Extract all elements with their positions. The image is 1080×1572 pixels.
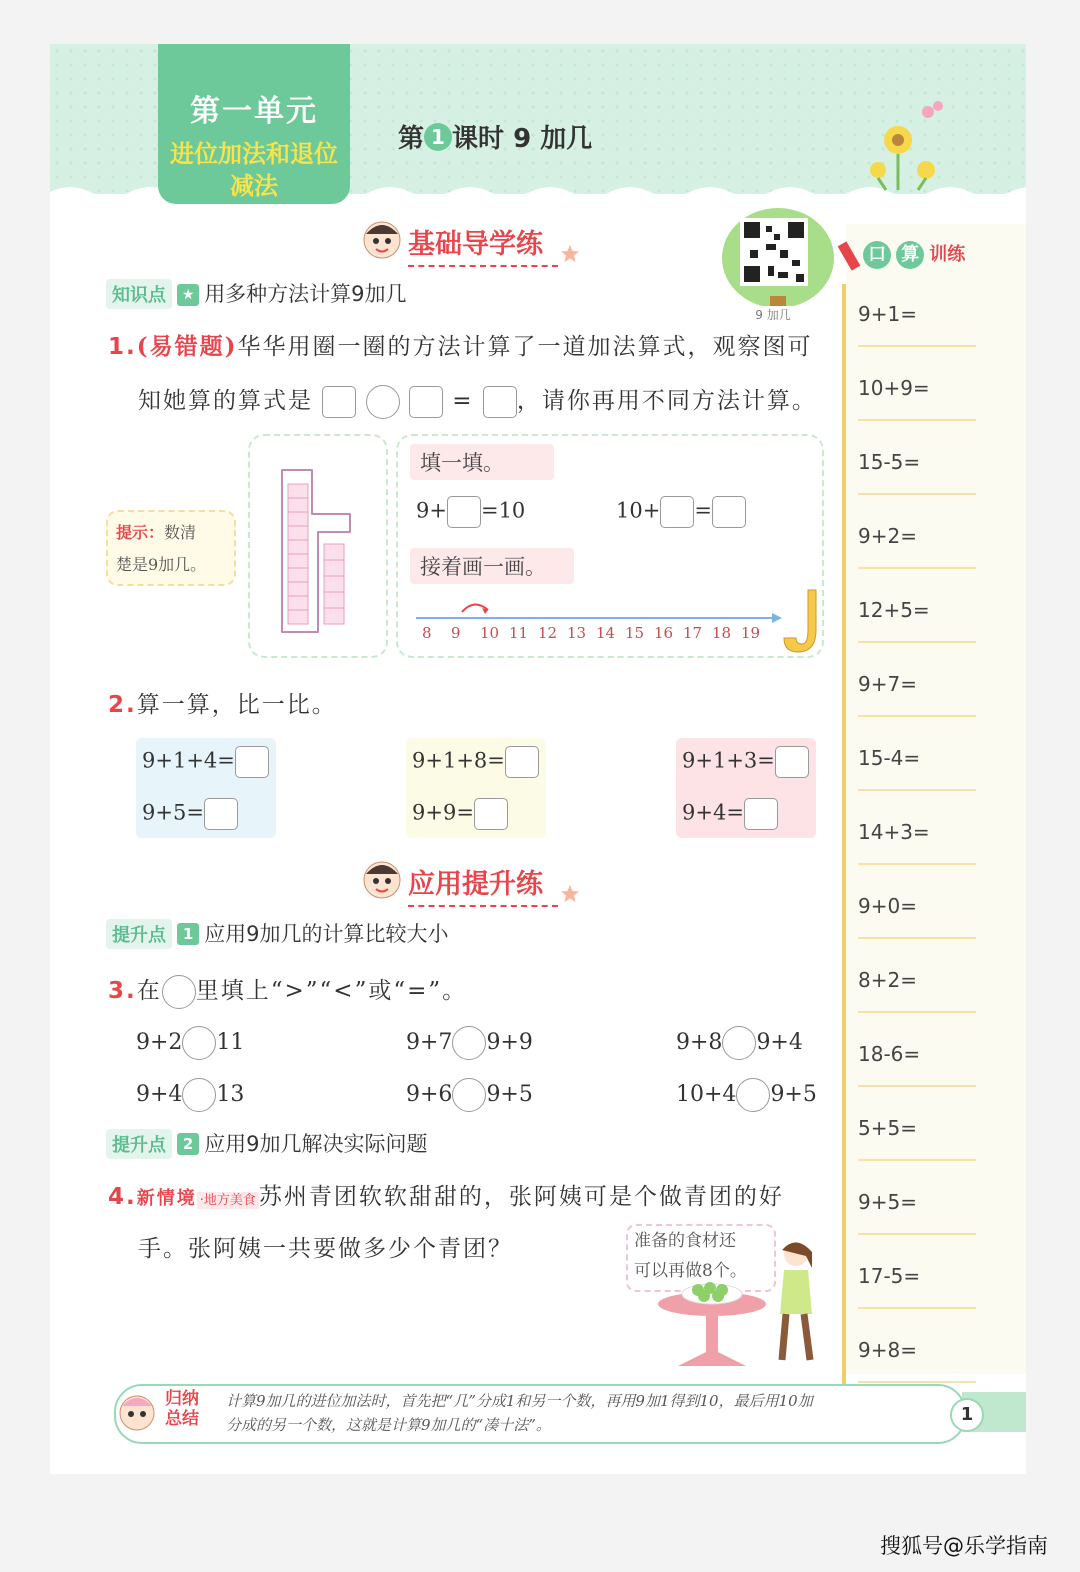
oral-item [858,938,976,1013]
improve-point-1 [106,918,449,949]
oral-item [858,272,976,347]
star-icon [560,884,580,904]
question-4-tag: 新情境 [136,1188,197,1209]
aunt-table-illustration [656,1234,832,1374]
compare-left: 9+6 [406,1082,453,1107]
compare-card [676,738,816,838]
question-2-number: 2. [108,692,137,718]
child-mascot-icon [358,856,406,908]
oral-title-b: 算 [896,241,924,269]
unit-subtitle-1: 进位加法和退位 [170,140,338,168]
fill-expr2-a: 10+ [616,498,661,523]
answer-box[interactable] [744,798,778,830]
speech-bubble-line-1: 准备的食材还 [634,1231,736,1251]
summary-text-1: 计算9加几的进位加法时，首先把“几”分成1和另一个数，再用9加1得到10，最后用10加 [226,1392,813,1410]
hint-line-1 [116,520,196,543]
fill-expression-1 [416,496,525,528]
sunflower-illustration [858,92,958,192]
compare-circle[interactable] [736,1078,770,1112]
oral-item [858,1012,976,1087]
summary-text-2: 分成的另一个数，这就是计算9加几的“凑十法”。 [226,1416,551,1434]
pencil-icon [838,241,861,270]
answer-box[interactable] [447,496,481,528]
saxophone-icon [776,586,832,660]
compare-right: 11 [216,1030,245,1055]
fill-label: 填一填。 [410,444,554,480]
compare-item [406,1078,533,1112]
question-3-line [108,972,467,1009]
compare-left: 9+8 [676,1030,723,1055]
question-1-line-1 [108,328,838,361]
answer-box[interactable] [505,746,539,778]
number-line-label: 14 [596,624,616,642]
compare-card [406,738,546,838]
oral-expression: 14+3= [858,820,930,844]
oral-item [858,1160,976,1235]
compare-circle[interactable] [182,1026,216,1060]
watermark: 搜狐号@乐学指南 [880,1534,1048,1558]
section-title-basic: 基础导学练 [408,222,558,267]
answer-box[interactable] [409,386,443,418]
question-1-number: 1. [108,334,137,360]
compare-row [682,798,778,830]
answer-box[interactable] [660,496,694,528]
draw-label: 接着画一画。 [410,548,574,584]
compare-right: 9+5 [770,1082,817,1107]
oral-item [858,494,976,569]
oral-title-c: 训练 [929,244,966,265]
oral-expression: 18-6= [858,1042,921,1066]
oral-item [858,1234,976,1309]
cube-figure-panel [248,434,388,658]
compare-circle[interactable] [452,1078,486,1112]
number-line-label: 10 [480,624,500,642]
knowledge-point-tag: 知识点 [106,279,172,309]
number-line-label: 17 [683,624,703,642]
oral-divider [842,284,846,1384]
child-mascot-icon [358,216,406,268]
question-2-line [108,686,337,719]
oral-expression: 9+2= [858,524,917,548]
compare-row [142,746,269,778]
compare-expression: 9+1+4= [142,748,235,773]
oral-item [858,1308,976,1383]
hint-label: 提示： [116,523,165,542]
number-line-label: 15 [625,624,645,642]
section-title-advanced: 应用提升练 [408,862,558,907]
oral-expression: 9+1= [858,302,917,326]
question-3-text-a: 在 [136,978,162,1004]
knowledge-point [106,278,407,309]
number-line-label: 11 [509,624,529,642]
oral-expression: 15-5= [858,450,921,474]
improve-point-tag: 提升点 [106,1129,172,1159]
improve-point-tag: 提升点 [106,919,172,949]
compare-row [682,746,809,778]
summary-tag-1: 归纳 [165,1389,199,1409]
oral-item [858,420,976,495]
oral-title [844,240,965,270]
unit-tab [158,44,350,204]
oral-expression: 9+0= [858,894,917,918]
unit-subtitle-2: 减法 [230,172,278,200]
child-mascot-icon [114,1388,160,1438]
number-line-label: 8 [422,624,432,642]
question-4-tag-2: ·地方美食 [197,1192,259,1209]
question-1-text-1: 华华用圈一圈的方法计算了一道加法算式，观察图可 [237,334,813,360]
sample-circle [162,975,196,1009]
compare-right: 13 [216,1082,245,1107]
unit-title: 第一单元 [190,94,318,129]
answer-box[interactable] [235,746,269,778]
compare-row [142,798,238,830]
fill-expr1-b: =10 [480,498,526,523]
oral-title-a: 口 [863,241,891,269]
fill-expr1-a: 9+ [416,498,447,523]
compare-item [676,1078,817,1112]
compare-item [136,1078,244,1112]
fill-expr2-b: = [694,498,712,523]
oral-expression: 15-4= [858,746,921,770]
compare-expression: 9+1+3= [682,748,775,773]
lesson-suffix: 课时 9 加几 [452,124,593,154]
question-2-text: 算一算，比一比。 [136,692,337,718]
cube-diagram [250,436,386,656]
compare-card [136,738,276,838]
answer-box[interactable] [474,798,508,830]
hint-text-2: 楚是9加几。 [116,555,207,574]
question-1-line-2 [138,382,838,419]
question-4-number: 4. [108,1184,137,1210]
question-1-tag: (易错题) [136,333,238,360]
oral-expression: 17-5= [858,1264,921,1288]
question-1-text-2b: ，请你再用不同方法计算。 [516,388,817,414]
number-line-label: 18 [712,624,732,642]
compare-left: 9+4 [136,1082,183,1107]
speech-bubble-line-2: 可以再做8个。 [634,1261,747,1281]
compare-left: 9+2 [136,1030,183,1055]
compare-item [676,1026,803,1060]
summary-tag-2: 总结 [165,1409,199,1429]
answer-box[interactable] [204,798,238,830]
improve-point-text: 应用9加几解决实际问题 [204,1132,428,1156]
page-number: 1 [950,1398,984,1432]
compare-left: 10+4 [676,1082,737,1107]
star-badge-icon: ★ [177,284,199,306]
compare-expression: 9+1+8= [412,748,505,773]
oral-expression: 9+5= [858,1190,917,1214]
summary-text [226,1389,946,1437]
answer-box[interactable] [483,386,517,418]
equals-sign: = [452,388,474,414]
compare-right: 9+9 [486,1030,533,1055]
compare-right: 9+4 [756,1030,803,1055]
compare-row [412,798,508,830]
answer-box[interactable] [322,386,356,418]
oral-expression: 8+2= [858,968,917,992]
improve-point-number: 1 [177,923,199,945]
operator-circle[interactable] [366,385,400,419]
workbook-page [50,44,1026,1474]
improve-point-2 [106,1128,428,1159]
compare-left: 9+7 [406,1030,453,1055]
oral-expression: 9+8= [858,1338,917,1362]
oral-expression: 5+5= [858,1116,917,1140]
compare-right: 9+5 [486,1082,533,1107]
improve-point-number: 2 [177,1133,199,1155]
question-4-text-2: 手。张阿姨一共要做多少个青团？ [138,1236,513,1262]
fill-expression-2 [616,496,746,528]
oral-expression: 10+9= [858,376,930,400]
question-3-number: 3. [108,978,137,1004]
number-line-label: 9 [451,624,461,642]
qr-caption: 9 加几 [718,306,828,323]
compare-expression: 9+9= [412,800,474,825]
compare-item [136,1026,244,1060]
oral-item [858,568,976,643]
summary-tag [162,1389,202,1435]
compare-circle[interactable] [452,1026,486,1060]
question-1-text-2a: 知她算的算式是 [138,388,313,414]
answer-box[interactable] [712,496,746,528]
knowledge-point-text: 用多种方法计算9加几 [204,282,407,306]
hint-box [106,510,236,586]
compare-circle[interactable] [722,1026,756,1060]
question-4-line-1 [108,1178,838,1211]
hint-text-1: 数清 [164,523,197,542]
number-line-label: 13 [567,624,587,642]
compare-row [412,746,539,778]
number-line-label: 16 [654,624,674,642]
lesson-number: 1 [424,123,452,151]
improve-point-text: 应用9加几的计算比较大小 [204,922,449,946]
lesson-title [398,118,592,155]
question-3-text-b: 里填上“>”“<”或“=”。 [195,978,468,1004]
answer-box[interactable] [775,746,809,778]
number-line-label: 19 [741,624,761,642]
question-4-text-1: 苏州青团软软甜甜的，张阿姨可是个做青团的好 [258,1184,784,1210]
oral-item [858,642,976,717]
number-line-label: 12 [538,624,558,642]
oral-expression: 9+7= [858,672,917,696]
compare-expression: 9+5= [142,800,204,825]
compare-expression: 9+4= [682,800,744,825]
oral-item [858,346,976,421]
oral-expression: 12+5= [858,598,930,622]
oral-item [858,790,976,865]
oral-item [858,864,976,939]
oral-item [858,1086,976,1161]
compare-circle[interactable] [182,1078,216,1112]
compare-item [406,1026,533,1060]
oral-item [858,716,976,791]
lesson-prefix: 第 [398,124,425,154]
star-icon [560,244,580,264]
